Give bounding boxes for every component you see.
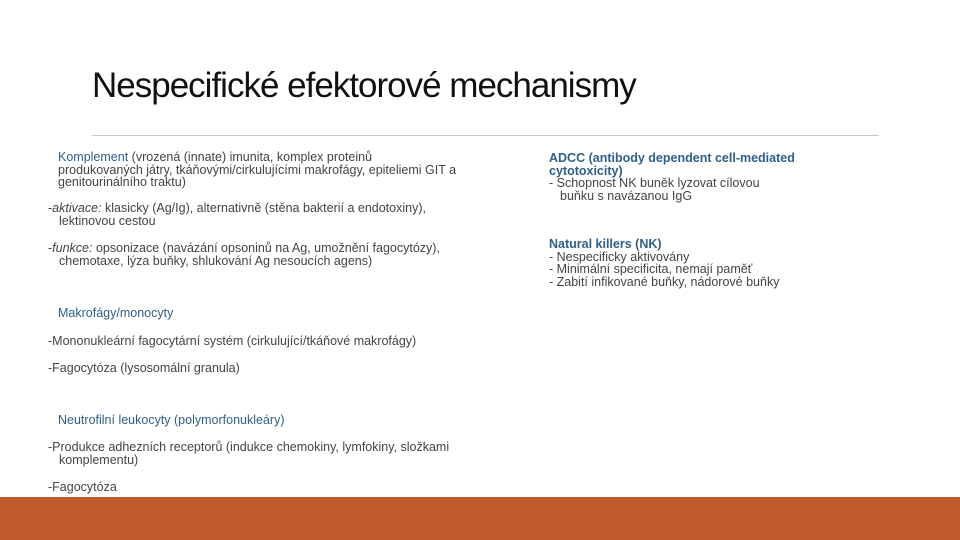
makrofagy-item-1 [48,335,416,348]
makrofagy-item-2-text: Fagocytóza (lysosomální granula) [52,361,240,375]
nk-heading: Natural killers (NK) [549,237,662,251]
neutrofily-item-2-text: Fagocytóza [52,480,117,494]
nk-item-2: - Minimální specificita, nemají paměť [549,262,753,276]
funkce-line-1: opsonizace (navázání opsoninů na Ag, umožnění fagocytózy), [92,241,440,255]
makrofagy-item-2 [48,362,240,375]
neutrofily-item-2 [48,481,117,494]
aktivace-dash: - [48,201,53,215]
funkce-label: funkce: [52,241,93,255]
komplement-line-3: genitourinálního traktu) [58,175,186,189]
funkce-dash: - [48,241,53,255]
title-divider [92,135,879,136]
adcc-heading-line-2: cytotoxicity) [549,163,623,178]
funkce-line-2: chemotaxe, lýza buňky, shlukování Ag nesoucích agens) [59,253,373,268]
nk-block [549,238,779,288]
adcc-item-1-line-2: buňku s navázanou IgG [560,188,693,203]
aktivace-line-1: klasicky (Ag/Ig), alternativně (stěna bakterií a endotoxiny), [101,201,426,215]
bullet-dash: - [48,334,53,348]
komplement-line-1: (vrozená (innate) imunita, komplex proteinů [128,150,373,164]
komplement-heading: Komplement [58,150,129,164]
nk-item-3: - Zabití infikované buňky, nádorové buňky [549,274,780,289]
neutrofily-heading-block [58,414,284,427]
aktivace-line-2: lektinovou cestou [59,213,156,228]
neutrofily-heading: Neutrofilní leukocyty (polymorfonukleáry) [58,413,285,427]
adcc-item-1-line-1: - Schopnost NK buněk lyzovat cílovou [549,176,760,190]
makrofagy-item-1-text: Mononukleární fagocytární systém (cirkulující/tkáňové makrofágy) [52,334,417,348]
bullet-dash: - [48,361,53,375]
nk-item-1: - Nespecificky aktivovány [549,249,690,264]
bottom-accent-bar [0,497,960,540]
bullet-dash: - [48,440,53,454]
makrofagy-heading-block [58,307,173,320]
aktivace-block [48,202,426,227]
neutrofily-item-1 [48,441,449,466]
aktivace-label: aktivace: [52,201,102,215]
neutrofily-item-1-line-1: Produkce adhezních receptorů (indukce chemokiny, lymfokiny, složkami [52,440,450,454]
funkce-block [48,242,440,267]
neutrofily-item-1-line-2: komplementu) [59,452,139,467]
adcc-block [549,152,795,202]
adcc-heading-line-1: ADCC (antibody dependent cell-mediated [549,151,795,165]
makrofagy-heading: Makrofágy/monocyty [58,306,174,320]
bullet-dash: - [48,480,53,494]
komplement-block [58,151,456,189]
komplement-line-2: produkovaných játry, tkáňovými/cirkulujícími makrofágy, epiteliemi GIT a [58,162,457,177]
slide-title: Nespecifické efektorové mechanismy [92,66,636,105]
